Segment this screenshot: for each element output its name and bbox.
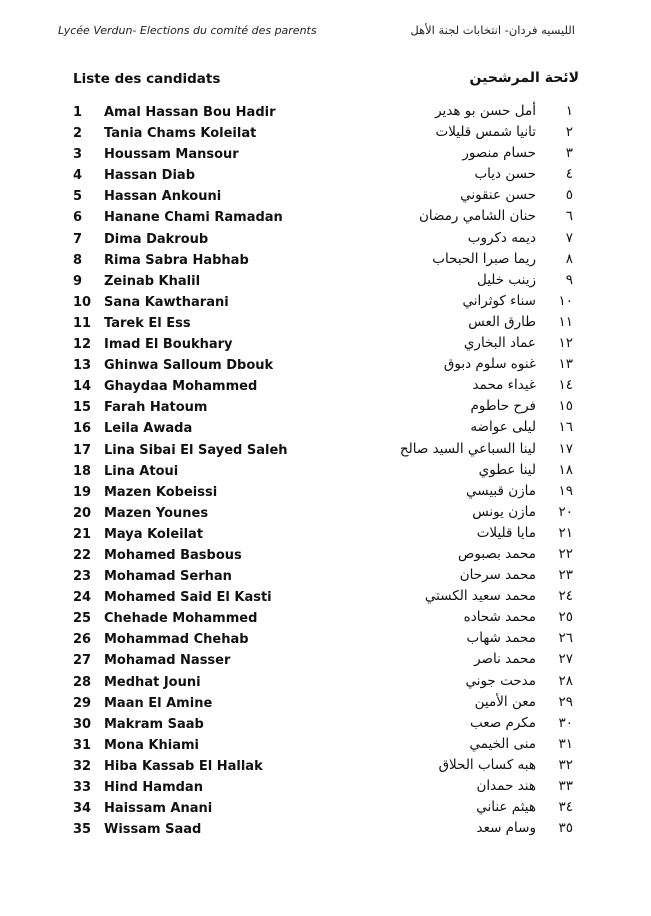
candidate-row [0,250,651,271]
candidate-number: 31 [73,737,92,753]
candidate-name: Amal Hassan Bou Hadir [104,105,276,120]
candidate-number-arabic: ٥ [565,187,573,204]
candidate-name: Maya Koleilat [104,526,204,542]
candidate-name-arabic: محمد ناصر [474,651,536,668]
candidate-row [0,418,651,439]
candidate-number-arabic: ١٣ [558,356,573,373]
candidate-name: Dima Dakroub [104,231,209,247]
candidate-name-arabic: معن الأمين [474,693,536,710]
candidate-name: Rima Sabra Habhab [104,252,249,268]
candidate-name-arabic: زينب خليل [476,271,536,288]
candidate-number-arabic: ٢٢ [558,545,573,562]
candidate-row [0,503,651,524]
candidate-number-arabic: ١٤ [558,377,573,394]
candidate-row [0,650,651,671]
candidate-row [0,186,651,207]
candidate-row [0,672,651,693]
candidate-name: Zeinab Khalil [104,273,201,289]
candidate-row [0,819,651,840]
candidate-name: Hind Hamdan [104,780,203,795]
candidate-name: Mohamed Basbous [104,547,242,563]
candidate-row [0,735,651,756]
candidate-row [0,207,651,228]
candidate-number: 30 [73,716,92,732]
candidate-name-arabic: حنان الشامي رمضان [418,208,536,225]
candidate-number-arabic: ١٩ [558,482,573,499]
candidate-number-arabic: ٨ [565,250,573,267]
candidate-name: Farah Hatoum [104,400,208,416]
candidate-name-arabic: تانيا شمس قليلات [435,124,536,141]
candidate-number-arabic: ١٠ [558,292,573,309]
candidate-name: Hassan Ankouni [104,189,222,205]
candidate-name-arabic: مكرم صعب [469,714,536,731]
candidate-name: Hassan Diab [104,168,196,184]
candidate-name: Medhat Jouni [104,674,201,690]
candidate-name: Lina Atoui [104,463,179,479]
candidate-number: 13 [73,358,92,374]
candidate-row [0,545,651,566]
candidate-name: Ghaydaa Mohammed [104,379,258,395]
candidate-name-arabic: لينا عطوي [478,461,536,478]
candidate-row [0,292,651,313]
candidate-name-arabic: منى الخيمي [469,735,536,752]
candidate-name-arabic: لينا السباعي السيد صالح [399,440,536,457]
candidate-number: 15 [73,400,92,416]
candidate-number-arabic: ٣٥ [558,820,573,837]
candidate-list [0,102,651,840]
candidate-name: Mohamad Serhan [104,569,232,585]
candidate-number: 32 [73,758,92,774]
candidate-number: 17 [73,442,92,458]
candidate-row [0,313,651,334]
candidate-name-arabic: غيداء محمد [472,377,536,394]
candidate-number: 24 [73,590,92,606]
candidate-name-arabic: هيثم عناني [476,799,536,816]
candidate-row [0,608,651,629]
candidate-name: Makram Saab [104,716,204,732]
candidate-name: Mona Khiami [104,737,199,753]
candidate-name: Maan El Amine [104,695,213,711]
candidate-number: 35 [73,822,92,838]
candidate-name-arabic: غنوه سلوم دبوق [443,356,536,373]
candidate-number: 22 [73,547,92,563]
candidate-name-arabic: هبه كساب الحلاق [438,756,536,773]
candidate-number-arabic: ١٥ [558,398,573,415]
candidate-row [0,334,651,355]
candidate-number-arabic: ١١ [558,313,573,330]
candidate-name-arabic: محمد بصبوص [458,545,536,562]
candidate-number: 7 [73,231,83,247]
candidate-row [0,461,651,482]
candidate-number: 6 [73,210,83,226]
candidate-name-arabic: مازن قبيسي [466,482,536,499]
candidate-number-arabic: ٣٠ [558,714,573,731]
candidate-number: 4 [73,168,83,184]
candidate-number-arabic: ٩ [565,271,573,288]
candidate-name-arabic: عماد البخاري [463,335,536,352]
candidate-number: 5 [73,189,83,205]
candidate-name: Houssam Mansour [104,147,239,163]
candidate-number-arabic: ١٢ [558,335,573,352]
candidate-number-arabic: ١٦ [558,419,573,436]
candidate-number-arabic: ٢٦ [558,630,573,647]
candidate-name: Leila Awada [104,421,193,437]
candidate-name-arabic: مدحت جوني [465,672,536,689]
candidate-row [0,440,651,461]
candidate-name: Chehade Mohammed [104,611,258,627]
candidate-row [0,587,651,608]
candidate-number-arabic: ٣٢ [558,756,573,773]
candidate-row [0,165,651,186]
candidate-row [0,566,651,587]
candidate-name-arabic: طارق العس [468,313,536,330]
candidate-row [0,798,651,819]
candidate-name: Hiba Kassab El Hallak [104,758,263,774]
header-arabic: الليسيه فردان- انتخابات لجنة الأهل [410,23,575,37]
candidate-name: Wissam Saad [104,822,202,838]
candidate-name: Mohamad Nasser [104,653,231,669]
candidate-number: 25 [73,611,92,627]
candidate-name: Tania Chams Koleilat [104,126,257,142]
candidate-row [0,271,651,292]
candidate-row [0,777,651,798]
candidate-name-arabic: محمد سرحان [459,567,536,584]
candidate-name-arabic: هند حمدان [476,778,536,794]
candidate-number: 9 [73,273,83,289]
candidate-number: 27 [73,653,92,669]
candidate-number-arabic: ٢٩ [558,693,573,710]
candidate-number-arabic: ٣٣ [558,778,573,794]
candidate-number: 11 [73,315,92,331]
candidate-name-arabic: محمد سعيد الكستي [424,588,536,605]
candidate-name: Mohamed Said El Kasti [104,590,272,606]
candidate-number-arabic: ٢١ [558,524,573,541]
candidate-number-arabic: ٣٤ [558,799,573,816]
candidate-name: Mazen Kobeissi [104,484,218,500]
candidate-name: Mazen Younes [104,505,209,521]
candidate-number: 1 [73,105,83,120]
candidate-name: Haissam Anani [104,801,213,817]
candidate-number: 28 [73,674,92,690]
candidate-name-arabic: ديمه دكروب [467,229,536,246]
candidate-number-arabic: ١٧ [558,440,573,457]
candidate-row [0,397,651,418]
candidate-number: 34 [73,801,92,817]
candidate-name-arabic: ليلى عواضه [470,419,536,436]
list-title-french: Liste des candidats [73,71,221,87]
candidate-row [0,629,651,650]
candidate-row [0,693,651,714]
candidate-row [0,482,651,503]
candidate-name-arabic: حسام منصور [462,145,536,162]
candidate-number: 2 [73,126,83,142]
candidate-name-arabic: محمد شحاده [463,609,536,626]
candidate-number: 14 [73,379,92,395]
candidate-row [0,229,651,250]
candidate-name: Ghinwa Salloum Dbouk [104,358,274,374]
candidate-row [0,524,651,545]
candidate-number: 26 [73,632,92,648]
candidate-number: 18 [73,463,92,479]
candidate-row [0,376,651,397]
candidate-number: 21 [73,526,92,542]
candidate-row [0,123,651,144]
candidate-number: 23 [73,569,92,585]
candidate-number-arabic: ٢٤ [558,588,573,605]
candidate-name-arabic: مازن يونس [472,503,536,520]
candidate-number: 33 [73,780,92,795]
candidate-name-arabic: وسام سعد [476,820,536,837]
candidate-row [0,355,651,376]
candidate-number-arabic: ٣١ [558,735,573,752]
candidate-number-arabic: ٦ [565,208,573,225]
candidate-number-arabic: ٤ [565,166,573,183]
list-title-arabic: لائحة المرشحين [469,70,579,86]
candidate-name-arabic: ريما صبرا الحبحاب [432,250,536,267]
candidate-number-arabic: ٢٥ [558,609,573,626]
candidate-name-arabic: سناء كوثراني [462,292,536,309]
candidate-number: 12 [73,337,92,353]
candidate-name-arabic: محمد شهاب [466,630,536,647]
candidate-name-arabic: أمل حسن بو هدير [435,103,536,119]
candidate-name-arabic: مايا قليلات [476,524,536,541]
candidate-name-arabic: حسن دياب [474,166,536,183]
candidate-number: 3 [73,147,83,163]
candidate-name: Imad El Boukhary [104,337,233,353]
candidate-number-arabic: ٣ [565,145,573,162]
candidate-number-arabic: ١ [565,103,573,119]
candidate-number: 19 [73,484,92,500]
candidate-name: Tarek El Ess [104,315,191,331]
candidate-number-arabic: ٢٣ [558,567,573,584]
candidate-row [0,714,651,735]
candidate-number: 20 [73,505,92,521]
candidate-number: 29 [73,695,92,711]
candidate-row [0,102,651,123]
candidate-name: Lina Sibai El Sayed Saleh [104,442,288,458]
header-french: Lycée Verdun- Elections du comité des parents [58,24,317,37]
candidate-name-arabic: فرح حاطوم [470,398,536,415]
candidate-name: Hanane Chami Ramadan [104,210,283,226]
candidate-number-arabic: ٧ [565,229,573,246]
candidate-number: 8 [73,252,83,268]
candidate-name-arabic: حسن عنقوني [460,187,536,204]
candidate-row [0,144,651,165]
candidate-number-arabic: ٢٧ [558,651,573,668]
candidate-number-arabic: ٢٠ [558,503,573,520]
candidate-number-arabic: ٢٨ [558,672,573,689]
candidate-number: 10 [73,294,92,310]
candidate-number: 16 [73,421,92,437]
candidate-number-arabic: ١٨ [558,461,573,478]
candidate-number-arabic: ٢ [565,124,573,141]
candidate-name: Sana Kawtharani [104,294,229,310]
candidate-row [0,756,651,777]
candidate-name: Mohammad Chehab [104,632,249,648]
